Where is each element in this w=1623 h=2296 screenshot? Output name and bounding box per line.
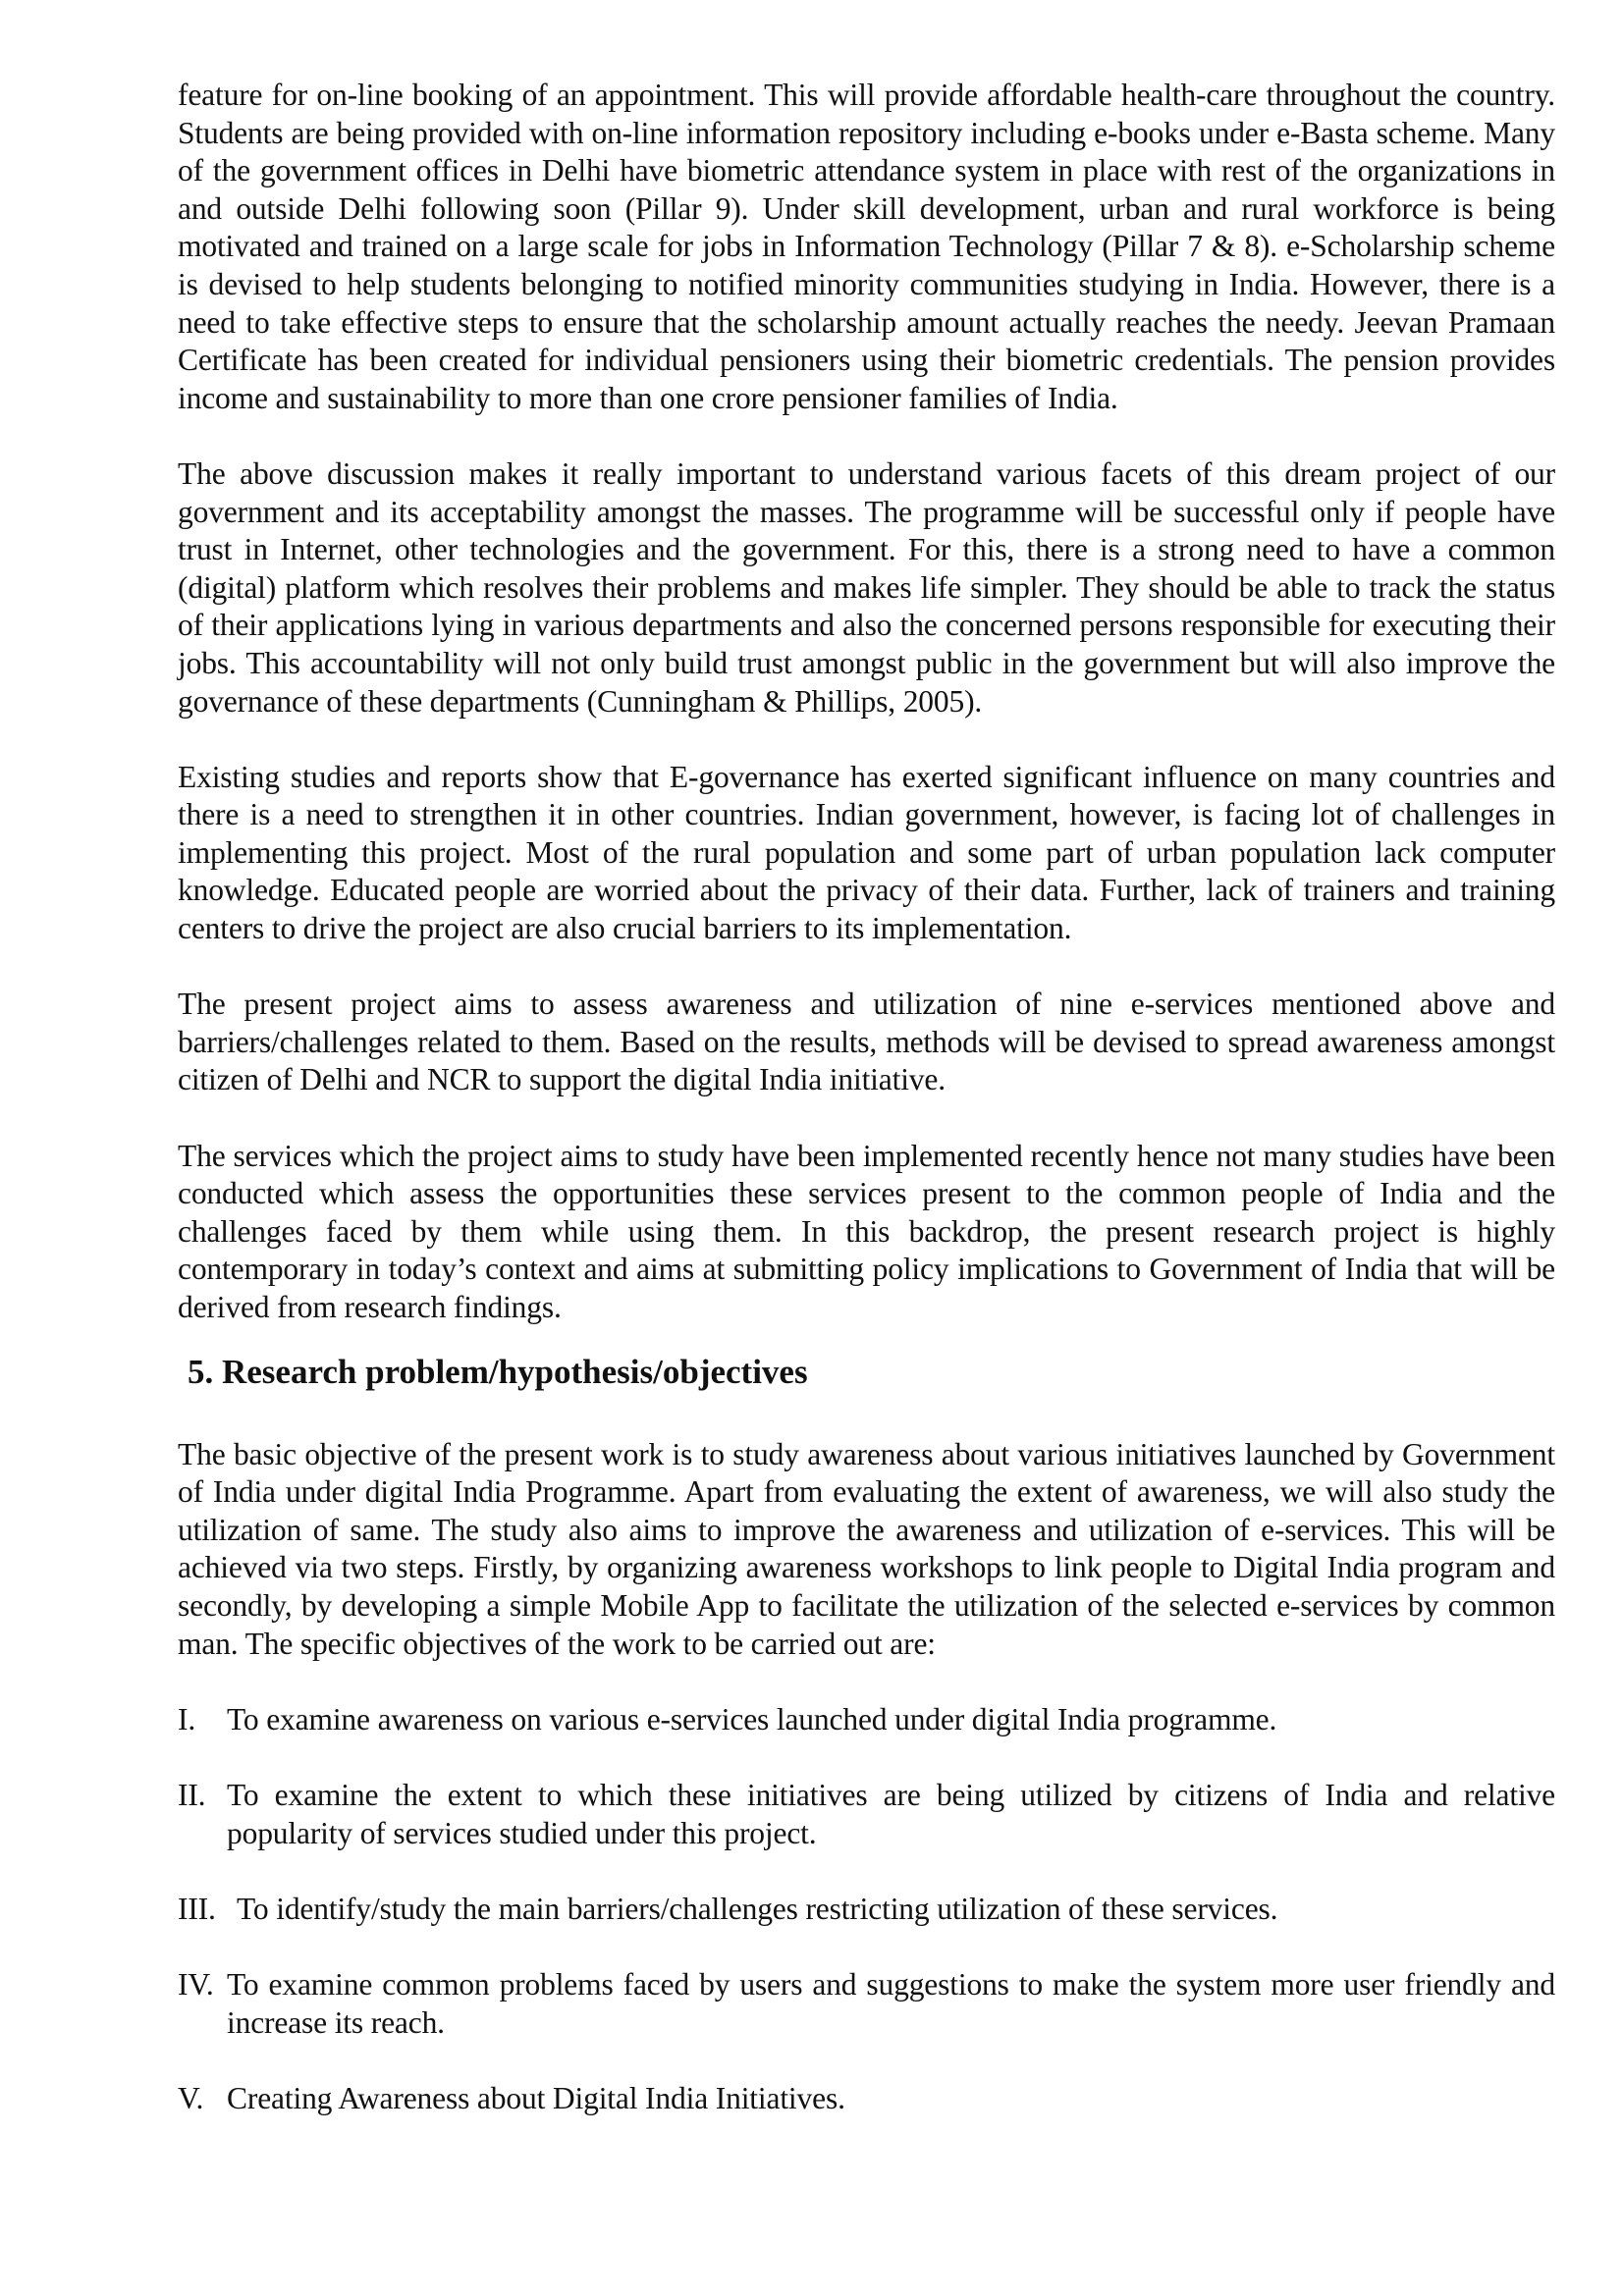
paragraph-basic-objective: The basic objective of the present work is to study awareness about various initiatives launched by Government of India under digital India Programme. Apart from evaluating the extent of awareness, we will also study the utilization of same. The study also aims to improve the awareness and utilization of e-services. This will be achieved via two steps. Firstly, by organizing awareness workshops to link people to Digital India program and secondly, by developing a simple Mobile App to facilitate the utilization of the selected e-services by common man. The specific objectives of the work to be carried out are: bbox=[178, 1436, 1555, 1661]
objective-text: To identify/study the main barriers/challenges restricting utilization of these services. bbox=[237, 1891, 1278, 1926]
objective-item bbox=[178, 2080, 1555, 2118]
paragraph-dream-project: The above discussion makes it really important to understand various facets of this dream project of our government and its acceptability amongst the masses. The programme will be successful only if people have trust in Internet, other technologies and the government. For this, there is a strong need to have a common (digital) platform which resolves their problems and makes life simpler. They should be able to track the status of their applications lying in various departments and also the concerned persons responsible for executing their jobs. This accountability will not only build trust amongst public in the government but will also improve the governance of these departments (Cunningham & Phillips, 2005). bbox=[178, 455, 1555, 719]
objective-number: I. bbox=[178, 1701, 196, 1736]
objective-number: V. bbox=[178, 2080, 204, 2115]
objective-item bbox=[178, 1777, 1555, 1852]
objectives-list bbox=[178, 1701, 1555, 2118]
objective-item bbox=[178, 1891, 1555, 1929]
objective-item bbox=[178, 1966, 1555, 2042]
objective-text: To examine common problems faced by users and suggestions to make the system more user friendly and increase its reach. bbox=[227, 1966, 1555, 2040]
document-page bbox=[178, 77, 1555, 2156]
objective-item bbox=[178, 1701, 1555, 1739]
objective-number: III. bbox=[178, 1891, 216, 1926]
objective-text: Creating Awareness about Digital India Initiatives. bbox=[227, 2080, 845, 2115]
paragraph-existing-studies: Existing studies and reports show that E-governance has exerted significant influence on many countries and there is a need to strengthen it in other countries. Indian government, however, is facing lot of challenges in implementing this project. Most of the rural population and some part of urban population lack computer knowledge. Educated people are worried about the privacy of their data. Further, lack of trainers and training centers to drive the project are also crucial barriers to its implementation. bbox=[178, 759, 1555, 946]
objective-number: II. bbox=[178, 1777, 206, 1812]
objective-number: IV. bbox=[178, 1966, 214, 2002]
paragraph-services-studied: The services which the project aims to study have been implemented recently hence not many studies have been conducted which assess the opportunities these services present to the common people of India and the challenges faced by them while using them. In this backdrop, the present research project is highly contemporary in today’s context and aims at submitting policy implications to Government of India that will be derived from research findings. bbox=[178, 1138, 1555, 1324]
objective-text: To examine awareness on various e-services launched under digital India programme. bbox=[227, 1701, 1277, 1736]
paragraph-eservices-overview: feature for on-line booking of an appointment. This will provide affordable health-care throughout the country. Students are being provided with on-line information repository including e-books under e-Basta scheme. Many of the government offices in Delhi have biometric attendance system in place with rest of the organizations in and outside Delhi following soon (Pillar 9). Under skill development, urban and rural workforce is being motivated and trained on a large scale for jobs in Information Technology (Pillar 7 & 8). e-Scholarship scheme is devised to help students belonging to notified minority communities studying in India. However, there is a need to take effective steps to ensure that the scholarship amount actually reaches the needy. Jeevan Pramaan Certificate has been created for individual pensioners using their biometric credentials. The pension provides income and sustainability to more than one crore pensioner families of India. bbox=[178, 78, 1555, 415]
paragraph-project-aims: The present project aims to assess awareness and utilization of nine e-services mentioned above and barriers/challenges related to them. Based on the results, methods will be devised to spread awareness amongst citizen of Delhi and NCR to support the digital India initiative. bbox=[178, 987, 1555, 1097]
objective-text: To examine the extent to which these initiatives are being utilized by citizens of India and relative popularity of services studied under this project. bbox=[227, 1777, 1555, 1850]
section-heading: 5. Research problem/hypothesis/objectives bbox=[188, 1352, 808, 1391]
